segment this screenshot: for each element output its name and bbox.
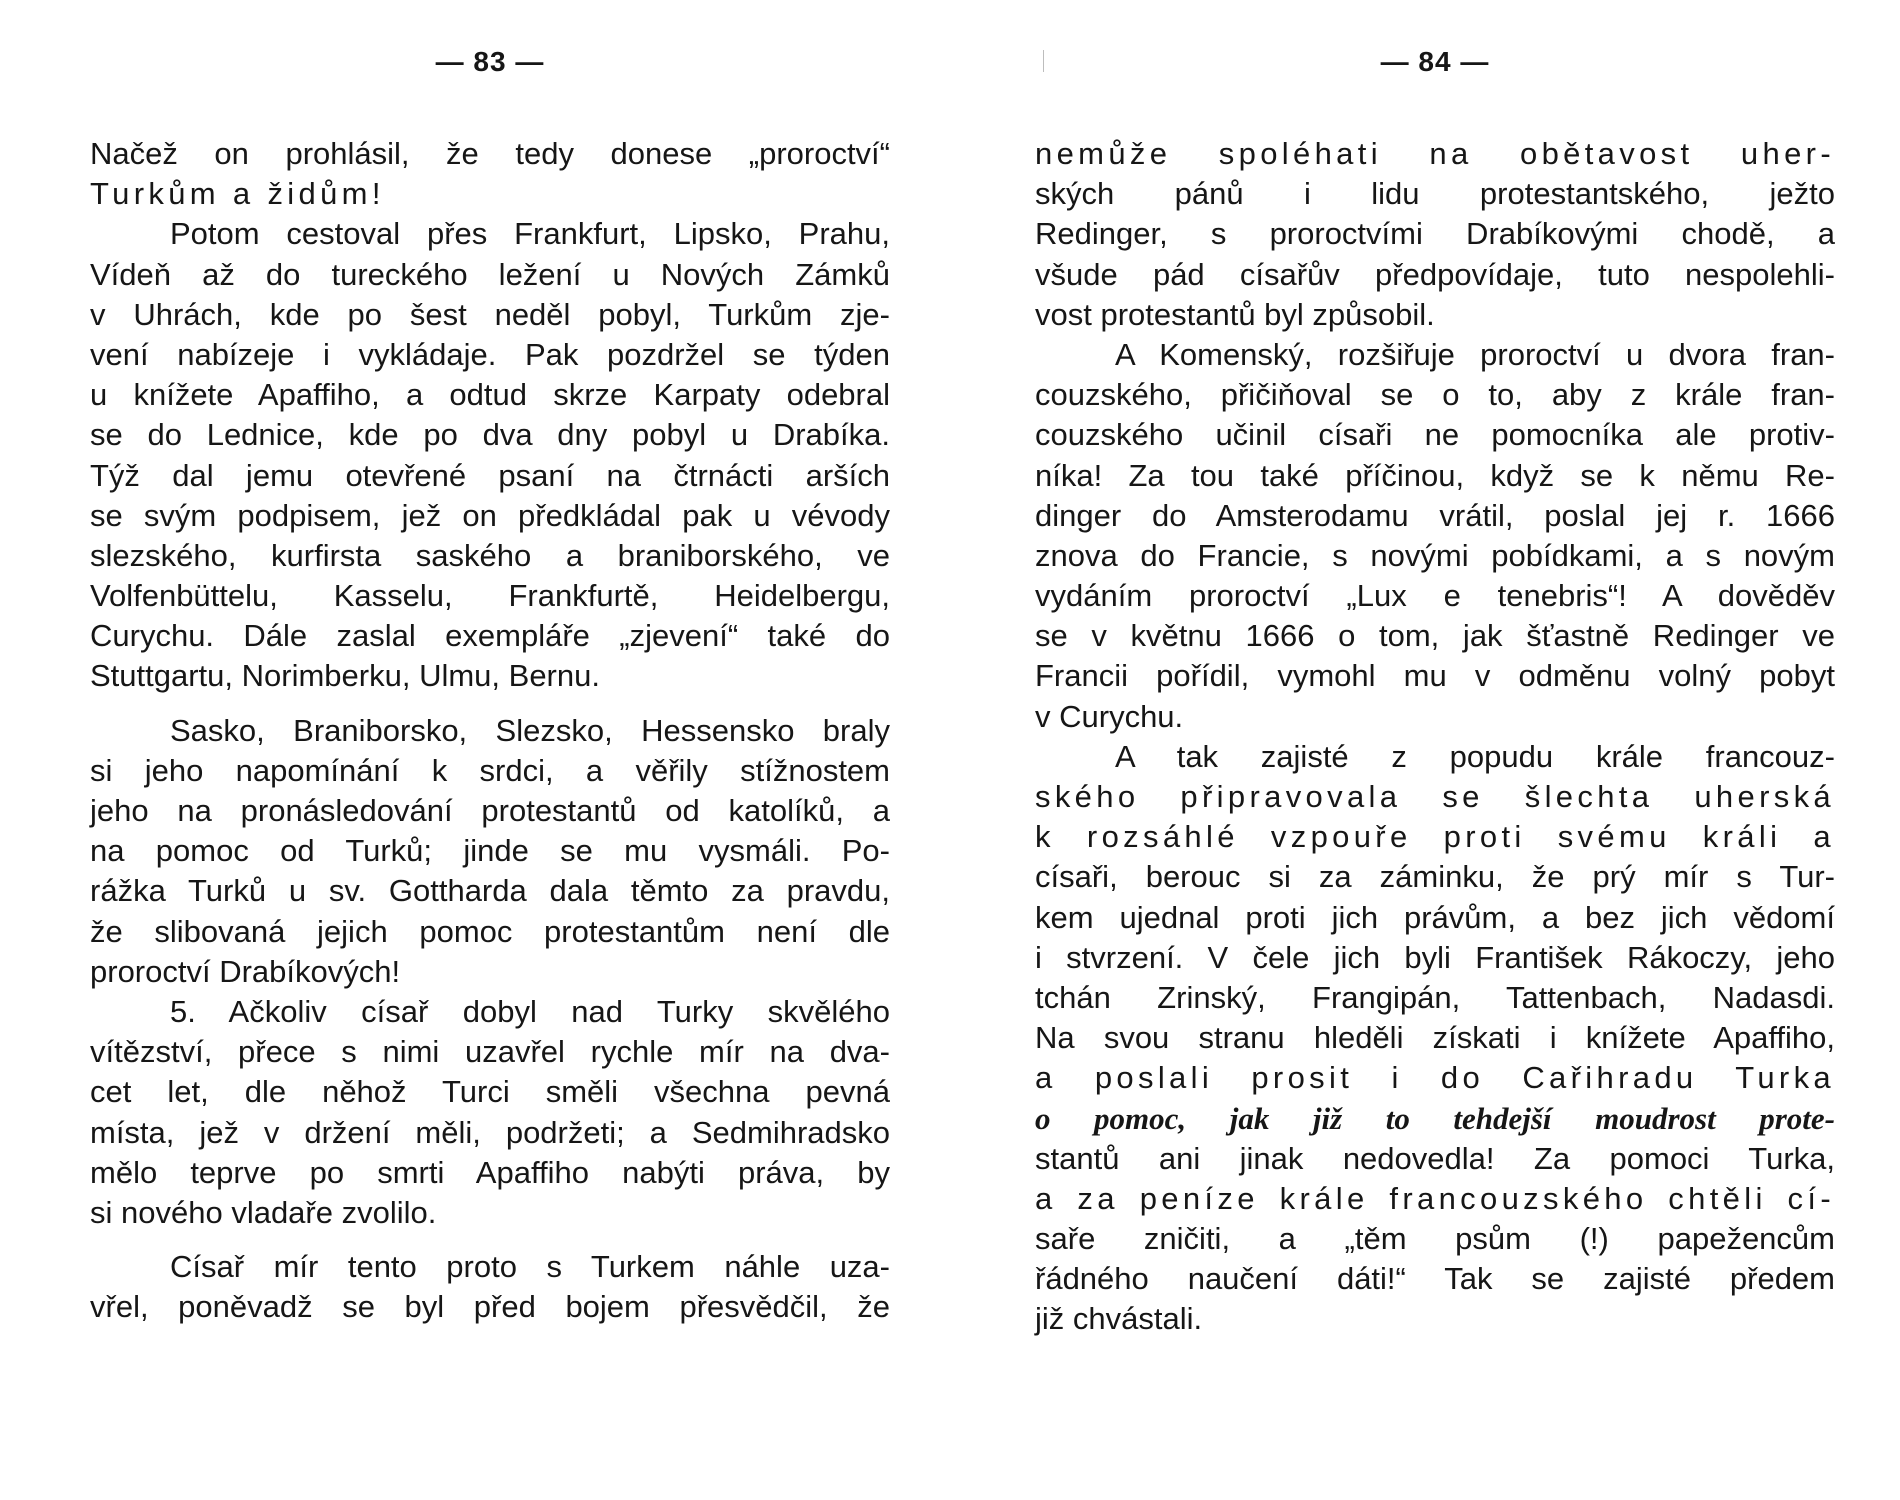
text-line: ských pánů i lidu protestantského, ježto (1035, 176, 1835, 212)
text-line: slezského, kurfirsta saského a braniborského, ve (90, 537, 890, 573)
text-line: Císař mír tento proto s Turkem náhle uza- (170, 1249, 890, 1285)
text-line: Curychu. Dále zaslal exempláře „zjevení“ také do (90, 618, 890, 654)
text-line: jeho na pronásledování protestantů od katolíků, a (90, 793, 890, 828)
text-line: dinger do Amsterodamu vrátil, poslal jej r. 1666 (1035, 497, 1835, 533)
page-number: — 83 — (435, 46, 545, 77)
text-line: níka! Za tou také příčinou, když se k němu Re- (1035, 457, 1835, 493)
text-line: u knížete Apaffiho, a odtud skrze Karpaty odebral (90, 377, 890, 413)
text-line: se v květnu 1666 o tom, jak šťastně Redinger ve (1035, 618, 1835, 654)
text-line: se do Lednice, kde po dva dny pobyl u Drabíka. (90, 417, 890, 453)
text-line: Vídeň až do tureckého ležení u Nových Zámků (90, 256, 890, 292)
text-line: si nového vladaře zvolilo. (90, 1194, 437, 1230)
page-number: — 84 — (1380, 46, 1490, 77)
text-line: nemůže spoléhati na obětavost uher- (1035, 136, 1835, 171)
text-line: v Curychu. (1035, 698, 1184, 734)
text-line: řádného naučení dáti!“ Tak se zajisté předem (1035, 1261, 1835, 1297)
text-line: vítězství, přece s nimi uzavřel rychle mír na dva- (90, 1034, 890, 1070)
text-line: ského připravovala se šlechta uherská (1035, 779, 1835, 814)
text-line: saře zničiti, a „těm psům (!) papežencům (1035, 1221, 1835, 1257)
text-line: proroctví Drabíkových! (90, 953, 401, 989)
text-line: vřel, poněvadž se byl před bojem přesvědčil, že (90, 1289, 890, 1325)
right-page (1035, 0, 1835, 1500)
text-line: i stvrzení. V čele jich byli František Rákoczy, jeho (1035, 939, 1835, 975)
text-line: cet let, dle něhož Turci směli všechna pevná (90, 1074, 890, 1110)
left-page (90, 0, 890, 1500)
text-line: se svým podpisem, jež on předkládal pak u vévody (90, 497, 890, 533)
page-text (1035, 134, 1835, 1340)
text-line: stantů ani jinak nedovedla! Za pomoci Turka, (1035, 1140, 1835, 1176)
text-line: Redinger, s proroctvími Drabíkovými chodě, a (1035, 216, 1835, 252)
text-line: všude pád císařův předpovídaje, tuto nespolehli- (1035, 256, 1835, 292)
text-line: a za peníze krále francouzského chtěli cí- (1035, 1180, 1835, 1216)
text-line: couzského, přičiňoval se o to, aby z krále fran- (1035, 377, 1835, 413)
text-line: Potom cestoval přes Frankfurt, Lipsko, Prahu, (170, 216, 890, 252)
text-line: Načež on prohlásil, že tedy donese „proroctví“ (90, 136, 890, 171)
text-line: Volfenbüttelu, Kasselu, Frankfurtě, Heidelbergu, (90, 578, 890, 614)
text-line: vydáním proroctví „Lux e tenebris“! A dověděv (1035, 578, 1835, 614)
text-line: vost protestantů byl způsobil. (1035, 296, 1435, 332)
page-text (90, 134, 890, 1327)
text-line: místa, jež v držení měli, podržeti; a Sedmihradsko (90, 1114, 890, 1150)
paragraph-gap (90, 1233, 890, 1247)
text-line: rážka Turků u sv. Gottharda dala těmto za pravdu, (90, 873, 890, 909)
text-line: že slibovaná jejich pomoc protestantům není dle (90, 913, 890, 949)
text-line: v Uhrách, kde po šest neděl pobyl, Turkům zje- (90, 296, 890, 332)
text-line: císaři, berouc si za záminku, že prý mír s Tur- (1035, 859, 1835, 895)
text-line: znova do Francie, s novými pobídkami, a s novým (1035, 537, 1835, 573)
text-line: Turkům a židům! (90, 176, 385, 212)
text-line: a poslali prosit i do Cařihradu Turka (1035, 1060, 1835, 1096)
text-line: mělo teprve po smrti Apaffiho nabýti práva, by (90, 1154, 890, 1190)
text-line: Stuttgartu, Norimberku, Ulmu, Bernu. (90, 658, 600, 694)
text-line: A tak zajisté z popudu krále francouz- (1115, 738, 1835, 774)
paragraph-gap (90, 697, 890, 711)
text-line: Na svou stranu hleděli získati i knížete Apaffiho, (1035, 1020, 1835, 1056)
text-line: Francii pořídil, vymohl mu v odměnu volný pobyt (1035, 658, 1835, 694)
text-line: si jeho napomínání k srdci, a věřily stížnostem (90, 752, 890, 788)
text-line: kem ujednal proti jich právům, a bez jich vědomí (1035, 899, 1835, 935)
text-line: A Komenský, rozšiřuje proroctví u dvora fran- (1115, 336, 1835, 372)
text-line: na pomoc od Turků; jinde se mu vysmáli. Po- (90, 833, 890, 869)
text-line: 5. Ačkoliv císař dobyl nad Turky skvělého (170, 993, 890, 1029)
text-line: tchán Zrinský, Frangipán, Tattenbach, Nadasdi. (1035, 979, 1835, 1015)
text-line: Sasko, Braniborsko, Slezsko, Hessensko braly (170, 712, 890, 748)
text-line: couzského učinil císaři ne pomocníka ale protiv- (1035, 417, 1835, 453)
text-line: již chvástali. (1035, 1301, 1203, 1337)
text-line: vení nabízeje i vykládaje. Pak pozdržel se týden (90, 336, 890, 372)
text-line: o pomoc, jak již to tehdejší moudrost prote- (1035, 1100, 1835, 1136)
text-line: k rozsáhlé vzpouře proti svému králi a (1035, 819, 1835, 855)
text-line: Týž dal jemu otevřené psaní na čtrnácti arších (90, 457, 890, 493)
